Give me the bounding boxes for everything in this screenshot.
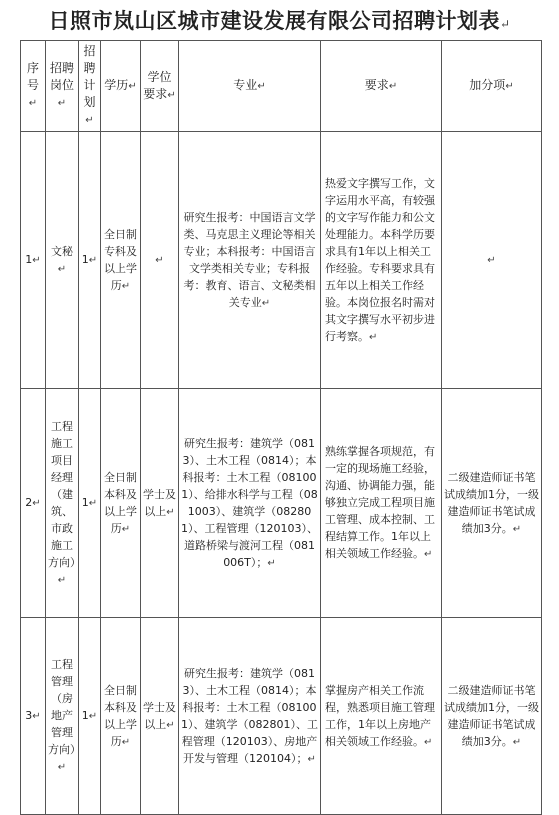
cell-seq: 2↵ (21, 389, 46, 618)
header-major: 专业↵ (179, 41, 321, 132)
recruitment-table (20, 40, 542, 815)
cell-seq: 3↵ (21, 618, 46, 815)
cell-seq: 1↵ (21, 132, 46, 389)
cell-requirements: 掌握房产相关工作流程，熟悉项目施工管理工作，1年以上房地产相关领域工作经验。↵ (321, 618, 442, 815)
cell-degree: 学士及以上↵ (141, 389, 179, 618)
header-count: 招聘计划↵ (79, 41, 101, 132)
header-education: 学历↵ (101, 41, 141, 132)
paragraph-mark-icon: ↵ (499, 17, 511, 31)
cell-position: 文秘↵ (46, 132, 79, 389)
cell-requirements: 熟练掌握各项规范，有一定的现场施工经验，沟通、协调能力强，能够独立完成工程项目施工管理、成本控制、工程结算工作。1年以上相关领域工作经验。↵ (321, 389, 442, 618)
header-seq: 序号↵ (21, 41, 46, 132)
header-degree: 学位要求↵ (141, 41, 179, 132)
cell-major: 研究生报考：建筑学（0813）、土木工程（0814）；本科报考：土木工程（081001）、给排水科学与工程（081003）、建筑学（082801）、工程管理（120103）、道路桥梁与渡河工程（081006T）；↵ (179, 389, 321, 618)
cell-count: 1↵ (79, 389, 101, 618)
header-bonus: 加分项↵ (442, 41, 542, 132)
cell-education: 全日制本科及以上学历↵ (101, 618, 141, 815)
cell-major: 研究生报考：建筑学（0813）、土木工程（0814）；本科报考：土木工程（081001）、建筑学（082801）、工程管理（120103）、房地产开发与管理（120104）；↵ (179, 618, 321, 815)
cell-education: 全日制本科及以上学历↵ (101, 389, 141, 618)
cell-bonus: ↵ (442, 132, 542, 389)
cell-degree: 学士及以上↵ (141, 618, 179, 815)
header-requirements: 要求↵ (321, 41, 442, 132)
header-position: 招聘岗位↵ (46, 41, 79, 132)
cell-bonus: 二级建造师证书笔试成绩加1分，一级建造师证书笔试成绩加3分。↵ (442, 618, 542, 815)
cell-requirements: 热爱文字撰写工作，文字运用水平高，有较强的文字写作能力和公文处理能力。本科学历要求具有1年以上相关工作经验。专科要求具有五年以上相关工作经验。本岗位报名时需对其文字撰写水平初步进行考察。↵ (321, 132, 442, 389)
cell-position: 工程管理（房地产管理方向）↵ (46, 618, 79, 815)
table-row (21, 389, 542, 618)
header-row (21, 41, 542, 132)
cell-position: 工程施工项目经理（建筑、市政施工方向）↵ (46, 389, 79, 618)
cell-count: 1↵ (79, 132, 101, 389)
cell-bonus: 二级建造师证书笔试成绩加1分，一级建造师证书笔试成绩加3分。↵ (442, 389, 542, 618)
cell-major: 研究生报考：中国语言文学类、马克思主义理论等相关专业；本科报考：中国语言文学类相关专业；专科报考：教育、语言、文秘类相关专业↵ (179, 132, 321, 389)
page-title: 日照市岚山区城市建设发展有限公司招聘计划表↵ (48, 8, 511, 33)
table-row (21, 618, 542, 815)
table-row (21, 132, 542, 389)
cell-degree: ↵ (141, 132, 179, 389)
cell-education: 全日制专科及以上学历↵ (101, 132, 141, 389)
cell-count: 1↵ (79, 618, 101, 815)
